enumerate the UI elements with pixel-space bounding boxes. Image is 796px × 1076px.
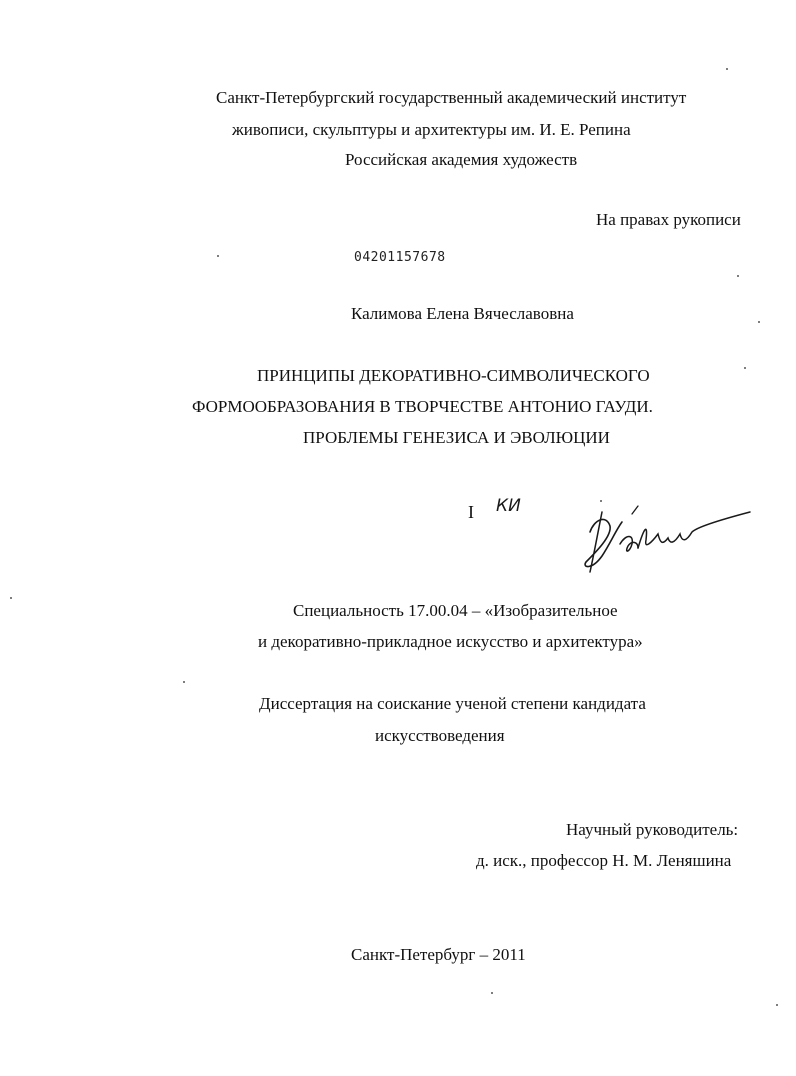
institute-line-2: живописи, скульптуры и архитектуры им. И. Е. Репина [232, 120, 631, 139]
title-line-2: ФОРМООБРАЗОВАНИЯ В ТВОРЧЕСТВЕ АНТОНИО ГАУДИ. [192, 397, 653, 416]
scan-speck [744, 367, 746, 369]
author-name: Калимова Елена Вячеславовна [351, 304, 574, 323]
supervisor-label: Научный руководитель: [566, 820, 739, 839]
scan-speck [737, 275, 739, 277]
stamp-handwritten: КИ [496, 496, 521, 516]
title-line-3: ПРОБЛЕМЫ ГЕНЕЗИСА И ЭВОЛЮЦИИ [303, 428, 610, 447]
title-line-1: ПРИНЦИПЫ ДЕКОРАТИВНО-СИМВОЛИЧЕСКОГО [257, 366, 650, 385]
specialty-line-1: Специальность 17.00.04 – «Изобразительное [293, 601, 618, 620]
scan-speck [776, 1004, 778, 1006]
scan-speck [600, 500, 602, 502]
scan-speck [10, 597, 12, 599]
academy-name: Российская академия художеств [345, 150, 578, 169]
catalog-number: 04201157678 [354, 250, 446, 265]
supervisor-name: д. иск., профессор Н. М. Леняшина [476, 851, 732, 870]
scan-speck [726, 68, 728, 70]
scan-speck [491, 992, 493, 994]
signature-image [572, 492, 762, 582]
stamp-roman: I [468, 502, 474, 522]
scan-speck [217, 255, 219, 257]
specialty-line-2: и декоративно-прикладное искусство и архитектура» [258, 632, 643, 651]
city-year: Санкт-Петербург – 2011 [351, 945, 526, 964]
dissertation-line-2: искусствоведения [375, 726, 505, 745]
manuscript-note: На правах рукописи [596, 210, 741, 229]
institute-line-1: Санкт-Петербургский государственный академический институт [216, 88, 687, 107]
scan-speck [183, 681, 185, 683]
dissertation-line-1: Диссертация на соискание ученой степени кандидата [259, 694, 646, 713]
scan-speck [758, 321, 760, 323]
